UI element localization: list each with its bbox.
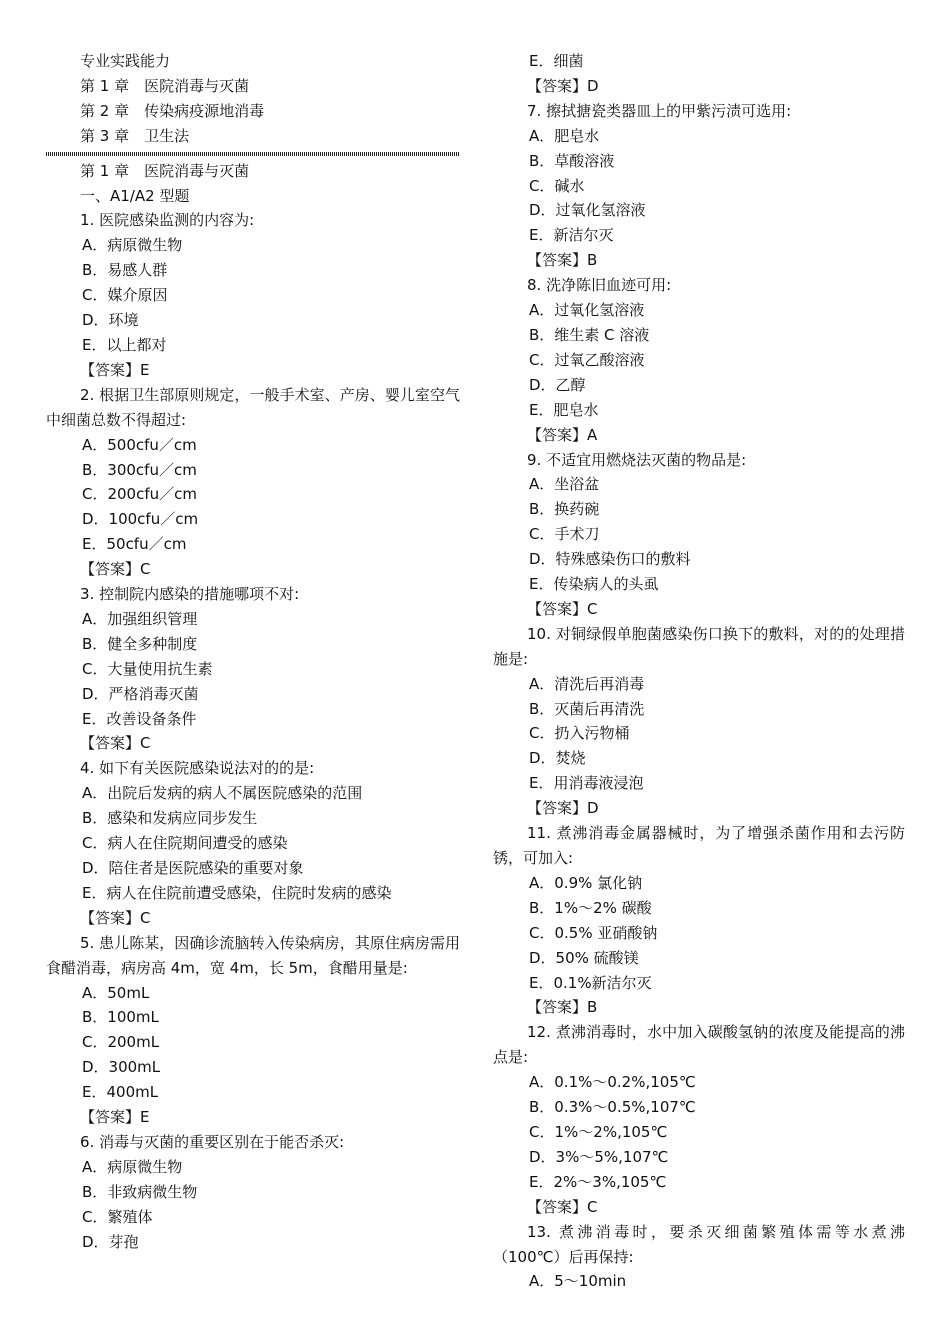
answer-option: D．特殊感染伤口的敷料 (529, 550, 691, 569)
answer-option: C．手术刀 (529, 525, 600, 544)
answer-option: E．用消毒液浸泡 (529, 774, 644, 793)
question-stem: 5. 患儿陈某，因确诊流脑转入传染病房，其原住病房需用食醋消毒，病房高 4m，宽 4m，长 5m，食醋用量是: (46, 933, 460, 977)
question-stem: 8. 洗净陈旧血迹可用: (527, 276, 672, 295)
answer-key: 【答案】C (80, 560, 151, 579)
answer-option: E．2%～3%,105℃ (529, 1172, 667, 1191)
answer-option: E．新洁尔灭 (529, 226, 614, 245)
answer-option: E．肥皂水 (529, 400, 599, 419)
answer-key: 【答案】D (527, 799, 599, 818)
answer-key: 【答案】E (80, 1108, 150, 1127)
question-stem: 6. 消毒与灭菌的重要区别在于能否杀灭: (80, 1132, 345, 1151)
answer-option: C．繁殖体 (82, 1207, 153, 1226)
left-question-list (46, 208, 460, 1254)
answer-option: B．草酸溶液 (529, 151, 615, 170)
answer-option: D．3%～5%,107℃ (529, 1147, 669, 1166)
answer-option: B．感染和发病应同步发生 (82, 809, 258, 828)
answer-option: E．病人在住院前遭受感染，住院时发病的感染 (82, 883, 392, 902)
answer-key: 【答案】B (527, 251, 598, 270)
toc-chapter-3: 第 3 章 卫生法 (80, 126, 190, 145)
answer-option: E．50cfu／cm (82, 535, 187, 554)
toc-chapter-1: 第 1 章 医院消毒与灭菌 (80, 76, 250, 95)
answer-option: B．1%～2% 碳酸 (529, 898, 652, 917)
answer-option: D．50% 硫酸镁 (529, 948, 639, 967)
answer-option: B．0.3%～0.5%,107℃ (529, 1098, 696, 1117)
answer-option: A．病原微生物 (82, 1157, 183, 1176)
answer-option: B．维生素 C 溶液 (529, 325, 650, 344)
left-column (46, 49, 460, 1255)
question-stem: 11. 煮沸消毒金属器械时，为了增强杀菌作用和去污防锈，可加入: (493, 824, 905, 867)
chapter-heading: 第 1 章 医院消毒与灭菌 (80, 161, 250, 180)
answer-option: A．加强组织管理 (82, 609, 198, 628)
answer-option: D．严格消毒灭菌 (82, 684, 199, 703)
answer-option: B．100mL (82, 1008, 159, 1027)
answer-option: A．0.1%～0.2%,105℃ (529, 1073, 696, 1092)
answer-option: A．病原微生物 (82, 236, 183, 255)
answer-option: C．大量使用抗生素 (82, 659, 213, 678)
answer-option: D．焚烧 (529, 749, 586, 768)
answer-option: A．肥皂水 (529, 126, 600, 145)
right-column (493, 49, 905, 1294)
question-stem: 1. 医院感染监测的内容为: (80, 211, 255, 230)
answer-option: C．200mL (82, 1033, 160, 1052)
answer-option: A．0.9% 氯化钠 (529, 873, 643, 892)
answer-key: 【答案】A (527, 425, 598, 444)
answer-option: E．传染病人的头虱 (529, 575, 659, 594)
answer-option: A．出院后发病的病人不属医院感染的范围 (82, 784, 363, 803)
answer-option: A．500cfu／cm (82, 435, 197, 454)
answer-option: E．0.1%新洁尔灭 (529, 973, 652, 992)
answer-option: D．过氧化氢溶液 (529, 201, 646, 220)
answer-option: B．灭菌后再清洗 (529, 699, 645, 718)
answer-option: C．0.5% 亚硝酸钠 (529, 923, 658, 942)
question-stem: 12. 煮沸消毒时，水中加入碳酸氢钠的浓度及能提高的沸点是: (493, 1023, 905, 1067)
answer-option: D．100cfu／cm (82, 510, 199, 529)
answer-option: A．清洗后再消毒 (529, 674, 645, 693)
answer-option: C．扔入污物桶 (529, 724, 630, 743)
answer-option: D．乙醇 (529, 375, 586, 394)
question-stem: 9. 不适宜用燃烧法灭菌的物品是: (527, 450, 747, 469)
answer-key: 【答案】E (80, 360, 150, 379)
answer-option: D．环境 (82, 311, 139, 330)
right-question-list (493, 49, 905, 1294)
answer-option: C．病人在住院期间遭受的感染 (82, 834, 288, 853)
question-stem: 4. 如下有关医院感染说法对的的是: (80, 759, 315, 778)
answer-key: 【答案】C (527, 1197, 598, 1216)
answer-option: E．改善设备条件 (82, 709, 197, 728)
question-stem: 13. 煮沸消毒时，要杀灭细菌繁殖体需等水煮沸（100℃）后再保持: (493, 1222, 905, 1266)
answer-option: E．以上都对 (82, 335, 167, 354)
question-stem: 3. 控制院内感染的措施哪项不对: (80, 585, 300, 604)
question-stem: 10. 对铜绿假单胞菌感染伤口换下的敷料，对的的处理措施是: (493, 624, 905, 668)
answer-option: B．非致病微生物 (82, 1182, 198, 1201)
answer-key: 【答案】C (80, 908, 151, 927)
answer-option: C．200cfu／cm (82, 485, 197, 504)
section-heading: 一、A1/A2 型题 (80, 186, 190, 205)
answer-option: A．50mL (82, 983, 150, 1002)
divider-rule (46, 152, 460, 156)
answer-option: B．易感人群 (82, 261, 168, 280)
answer-key: 【答案】D (527, 76, 599, 95)
answer-key: 【答案】C (527, 599, 598, 618)
answer-option: E．400mL (82, 1083, 159, 1102)
question-stem: 7. 擦拭搪瓷类器皿上的甲紫污渍可选用: (527, 101, 792, 120)
answer-option: D．陪住者是医院感染的重要对象 (82, 859, 304, 877)
toc-chapter-2: 第 2 章 传染病疫源地消毒 (80, 101, 265, 120)
answer-key: 【答案】C (80, 734, 151, 753)
answer-option: C．碱水 (529, 176, 585, 195)
answer-option: C．1%～2%,105℃ (529, 1122, 668, 1141)
answer-option: A．5～10min (529, 1272, 627, 1291)
answer-key: 【答案】B (527, 998, 598, 1017)
answer-option: D．300mL (82, 1058, 161, 1077)
question-stem: 2. 根据卫生部原则规定，一般手术室、产房、婴儿室空气中细菌总数不得超过: (46, 385, 460, 429)
answer-option: D．芽孢 (82, 1232, 139, 1251)
answer-option: B．健全多种制度 (82, 634, 198, 653)
answer-option: B．300cfu／cm (82, 460, 197, 479)
answer-option: C．媒介原因 (82, 286, 168, 305)
answer-option: B．换药碗 (529, 500, 600, 519)
answer-option: A．坐浴盆 (529, 475, 600, 494)
answer-option: A．过氧化氢溶液 (529, 301, 645, 320)
answer-option: E．细菌 (529, 52, 584, 70)
toc-title: 专业实践能力 (80, 52, 171, 70)
answer-option: C．过氧乙酸溶液 (529, 350, 645, 369)
